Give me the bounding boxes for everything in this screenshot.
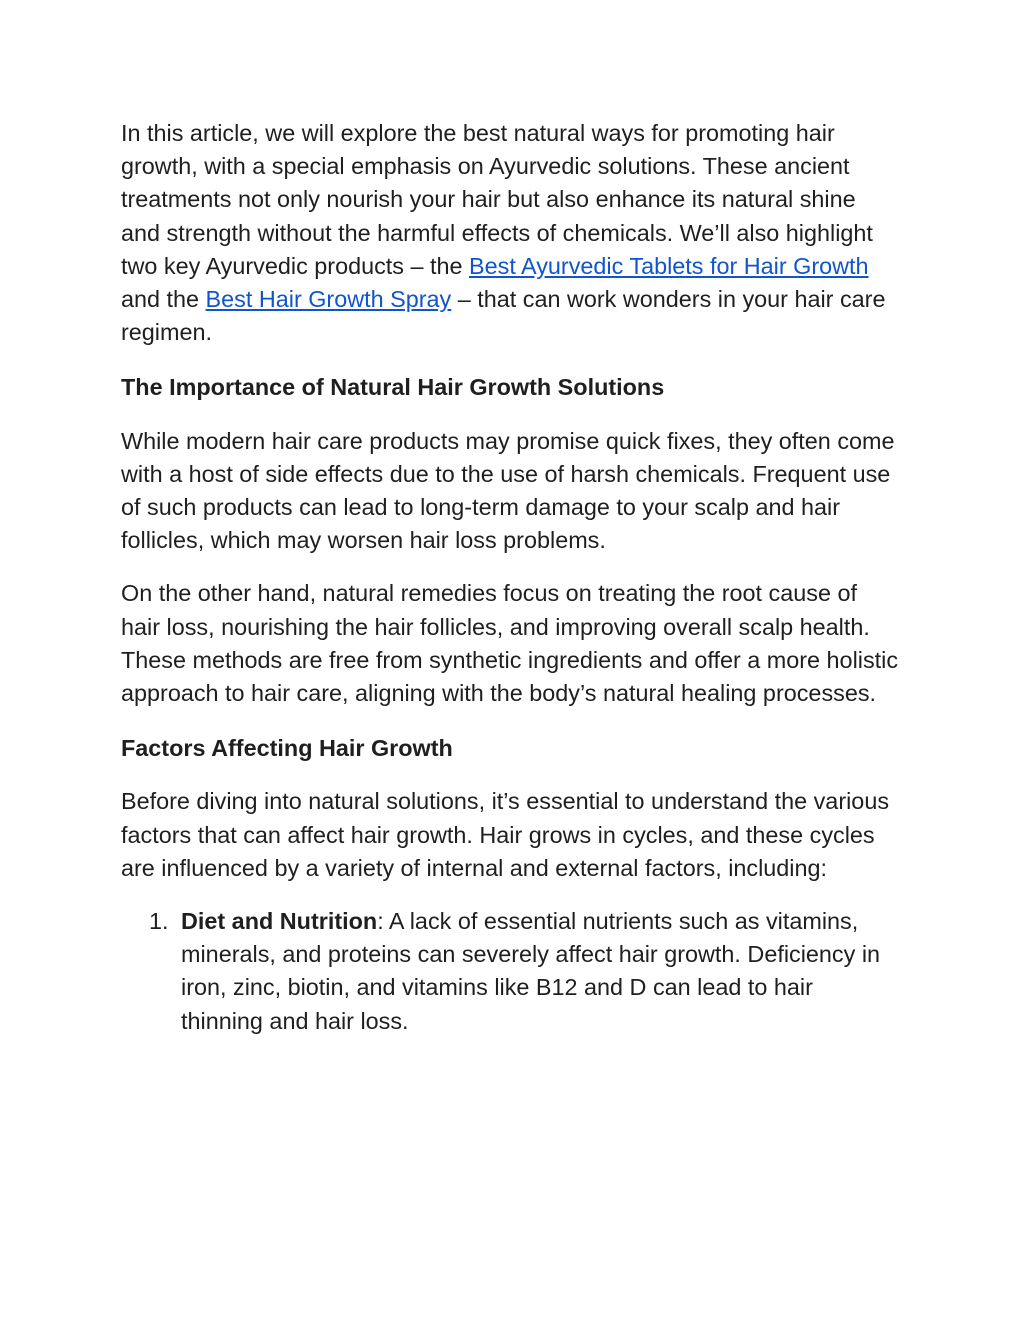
hair-growth-spray-link[interactable]: Best Hair Growth Spray: [205, 286, 452, 313]
section-heading-importance: The Importance of Natural Hair Growth Solutions: [121, 374, 665, 401]
importance-paragraph-1: While modern hair care products may promise quick fixes, they often come with a host of side effects due to the use of harsh chemicals. Frequent use of such products can lead to long-term damage to your scalp and hair follicles, which may worsen hair loss problems.: [121, 427, 895, 554]
intro-text-2: and the: [121, 286, 206, 313]
intro-text-1: In this article, we will explore the best natural ways for promoting hair growth, with a special emphasis on Ayurvedic solutions. These ancient treatments not only nourish your hair but also enhance its natural shine and strength without the harmful effects of chemicals. We’ll also highlight two key Ayurvedic products – the: [121, 120, 873, 279]
ayurvedic-tablets-link[interactable]: Best Ayurvedic Tablets for Hair Growth: [469, 252, 869, 279]
list-item-term: Diet and Nutrition: [181, 908, 378, 935]
section-heading-factors: Factors Affecting Hair Growth: [121, 735, 453, 762]
intro-paragraph: [121, 117, 901, 349]
factors-list: [121, 905, 901, 1038]
intro-text-3: – that can work wonders in your hair care regimen.: [121, 286, 886, 346]
importance-paragraph-2: On the other hand, natural remedies focus on treating the root cause of hair loss, nourishing the hair follicles, and improving overall scalp health. These methods are free from synthetic ingredients and offer a more holistic approach to hair care, aligning with the body’s natural healing processes.: [121, 580, 899, 707]
list-item-number: 1.: [149, 908, 169, 935]
factors-paragraph: Before diving into natural solutions, it’s essential to understand the various factors that can affect hair growth. Hair grows in cycles, and these cycles are influenced by a variety of internal and external factors, including:: [121, 788, 890, 881]
list-item: [121, 905, 901, 1038]
list-item-text: : A lack of essential nutrients such as vitamins, minerals, and proteins can severely affect hair growth. Deficiency in iron, zinc, biotin, and vitamins like B12 and D can lead to hair thinning and hair loss.: [181, 908, 881, 1034]
document-page: [121, 117, 901, 1038]
